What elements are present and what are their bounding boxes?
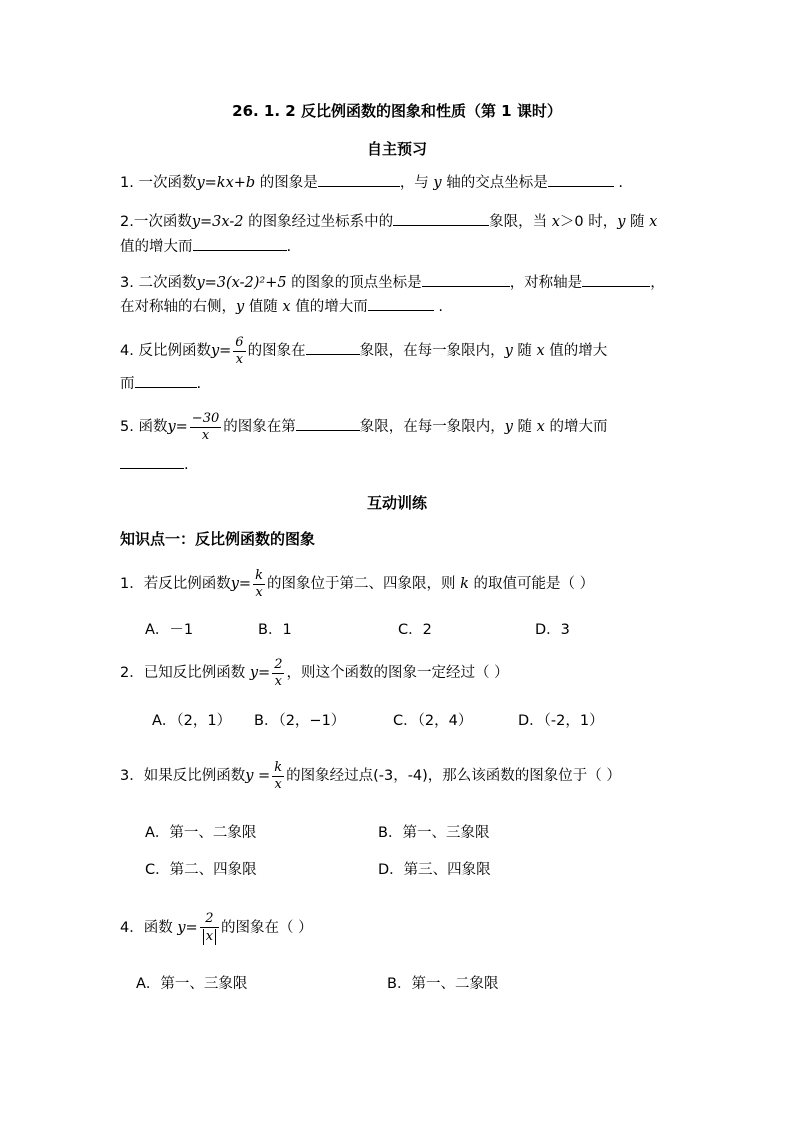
option-c: C．2 — [398, 622, 432, 638]
section-heading-training: 互动训练 — [366, 494, 427, 512]
question-4: 4. 反比例函数y= $\frac{6}{x}$ 的图象在 象限，在每一象限内，y 随 x 值的增大 — [120, 334, 608, 367]
option-b: B．第一、三象限 — [378, 825, 490, 841]
question-2-cont: 值的增大而 . — [120, 236, 291, 257]
answer-blank — [368, 296, 434, 311]
fraction: $\frac{-30}{x}$ — [191, 410, 220, 443]
answer-blank — [135, 373, 197, 388]
question-1: 1. 一次函数y=kx+b 的图象是 ，与 y 轴的交点坐标是 . — [120, 172, 623, 193]
question-2: 2.一次函数y=3x-2 的图象经过坐标系中的 象限，当 x＞0 时，y 随 x — [120, 211, 657, 232]
option-d: D．第三、四象限 — [378, 862, 491, 878]
option-a: A．－1 — [145, 622, 194, 638]
answer-blank — [548, 172, 614, 187]
answer-blank — [193, 236, 287, 251]
option-b: B．第一、二象限 — [387, 976, 499, 992]
problem-4: 4．函数 y= $\frac{2}{x}$ 的图象在（ ） — [120, 911, 313, 944]
option-b: B．（2，−1） — [254, 713, 346, 729]
fraction: $\frac{2}{x}$ — [274, 656, 283, 689]
option-d: D．（-2，1） — [518, 713, 604, 729]
answer-blank — [582, 272, 650, 287]
problem-2: 2．已知反比例函数 y= $\frac{2}{x}$ ，则这个函数的图象一定经过（ ） — [120, 656, 509, 689]
fraction: $\frac{6}{x}$ — [235, 334, 244, 367]
answer-blank — [120, 454, 184, 469]
fraction: $\frac{k}{x}$ — [274, 759, 283, 792]
question-5: 5. 函数y= $\frac{-30}{x}$ 的图象在第 象限，在每一象限内，y 随 x 的增大而 — [120, 410, 608, 443]
answer-blank — [393, 211, 489, 226]
page-title: 26. 1. 2 反比例函数的图象和性质（第 1 课时） — [232, 102, 562, 120]
question-4-cont: 而 . — [120, 373, 201, 394]
option-b: B．1 — [258, 622, 292, 638]
answer-blank — [306, 340, 360, 355]
option-d: D．3 — [535, 622, 570, 638]
section-heading-preview: 自主预习 — [366, 140, 427, 158]
answer-blank — [318, 172, 400, 187]
problem-1: 1．若反比例函数y= $\frac{k}{x}$ 的图象位于第二、四象限，则 k 的取值可能是（ ） — [120, 567, 595, 600]
answer-blank — [296, 416, 360, 431]
option-c: C．（2，4） — [393, 713, 473, 729]
option-c: C．第二、四象限 — [145, 862, 257, 878]
fraction: $\frac{2}{x}$ — [200, 911, 219, 945]
question-3: 3. 二次函数y=3(x-2)²+5 的图象的顶点坐标是 ，对称轴是 ， — [120, 272, 665, 293]
option-a: A．第一、三象限 — [136, 976, 248, 992]
problem-3: 3．如果反比例函数y = $\frac{k}{x}$ 的图象经过点(-3，-4)，那么该函数的图象位于（ ） — [120, 759, 621, 792]
knowledge-point-heading: 知识点一：反比例函数的图象 — [120, 530, 316, 548]
question-3-cont: 在对称轴的右侧，y 值随 x 值的增大而 . — [120, 296, 443, 317]
answer-blank — [422, 272, 510, 287]
fraction: $\frac{k}{x}$ — [255, 567, 263, 600]
option-a: A．第一、二象限 — [145, 825, 257, 841]
option-a: A．（2，1） — [152, 713, 232, 729]
question-5-cont: . — [120, 454, 189, 475]
